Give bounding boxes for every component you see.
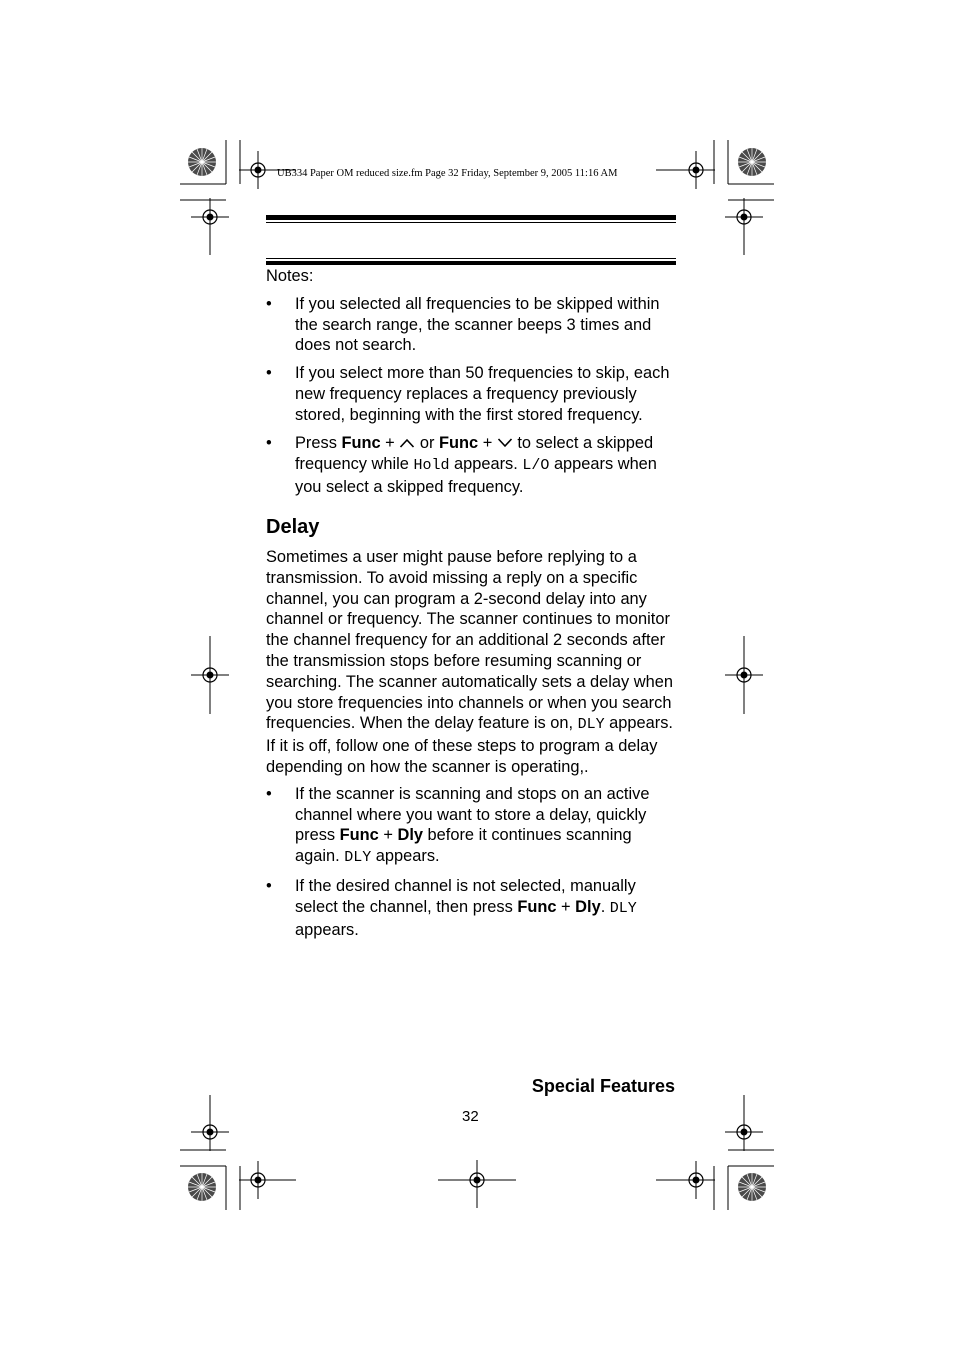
step-text: .: [600, 897, 610, 916]
dly-display: DLY: [344, 849, 372, 867]
list-item: [266, 294, 676, 356]
bullet-dot: •: [266, 364, 272, 383]
note-text: appears when you select a skipped frequency.: [295, 455, 657, 497]
note-text: If you selected all frequencies to be skipped within the search range, the scanner beeps 3 times and does not search.: [295, 294, 660, 355]
list-item: [266, 363, 676, 425]
func-key: Func: [341, 433, 381, 452]
bullet-dot: •: [266, 294, 272, 313]
dly-key: Dly: [575, 897, 601, 916]
step-text: appears.: [295, 920, 359, 939]
list-item: [266, 876, 676, 940]
top-rule-thick: [266, 215, 676, 220]
notes-label: Notes:: [266, 267, 314, 285]
bullet-dot: •: [266, 876, 272, 895]
dly-display: DLY: [577, 716, 605, 734]
note-text: Press: [295, 433, 342, 452]
plus-sign: +: [556, 897, 576, 916]
list-item: [266, 784, 676, 869]
header-rule-thin: [266, 258, 676, 259]
delay-paragraph: [266, 547, 676, 778]
step-text: If the desired channel is not selected, manually select the channel, then press: [295, 876, 636, 916]
page-number: 32: [462, 1108, 479, 1125]
paragraph-text: Sometimes a user might pause before replying to a transmission. To avoid missing a reply on a specific channel, you can program a 2-second delay into any channel or frequency. The scanner continues to monitor the channel frequency for an additional 2 seconds after the transmission stops before resuming scanning or searching. The scanner automatically sets a delay when you store frequencies into channels or when you search frequencies. When the delay feature is on,: [266, 547, 673, 733]
note-text: to select a skipped frequency while: [295, 433, 654, 474]
section-title: Special Features: [531, 1076, 675, 1096]
func-key: Func: [339, 826, 379, 845]
paragraph-text: appears. If it is off, follow one of these steps to program a delay depending on how the scanner is operating,.: [266, 714, 673, 776]
bullet-dot: •: [266, 433, 272, 452]
header-rule-thick: [266, 261, 676, 265]
lo-display: L/O: [522, 457, 550, 475]
top-rule-thin: [266, 222, 676, 223]
or-text: or: [415, 433, 439, 452]
notes-list: [266, 294, 676, 498]
plus-sign: +: [378, 826, 398, 845]
hold-display: Hold: [413, 457, 450, 475]
dly-key: Dly: [397, 826, 423, 845]
section-heading: Delay: [266, 515, 320, 538]
func-key: Func: [438, 433, 479, 452]
note-text: If you select more than 50 frequencies to skip, each new frequency replaces a frequency previously stored, beginning with the first stored frequency.: [295, 364, 670, 424]
func-key: Func: [517, 897, 557, 916]
bullet-dot: •: [266, 784, 272, 803]
step-text: If the scanner is scanning and stops on an active channel where you want to store a delay, quickly press: [295, 784, 650, 845]
chevron-down-icon: [497, 434, 513, 455]
file-info-header: UB334 Paper OM reduced size.fm Page 32 Friday, September 9, 2005 11:16 AM: [277, 168, 618, 179]
plus-sign: +: [478, 433, 497, 452]
delay-steps-list: [266, 784, 676, 941]
list-item: [266, 433, 676, 498]
step-text: before it continues scanning again.: [295, 826, 632, 866]
chevron-up-icon: [399, 434, 415, 455]
plus-sign: +: [380, 433, 400, 452]
dly-display: DLY: [609, 899, 637, 917]
page-content: [266, 266, 676, 947]
step-text: appears.: [371, 847, 440, 866]
note-text: appears.: [449, 455, 523, 474]
